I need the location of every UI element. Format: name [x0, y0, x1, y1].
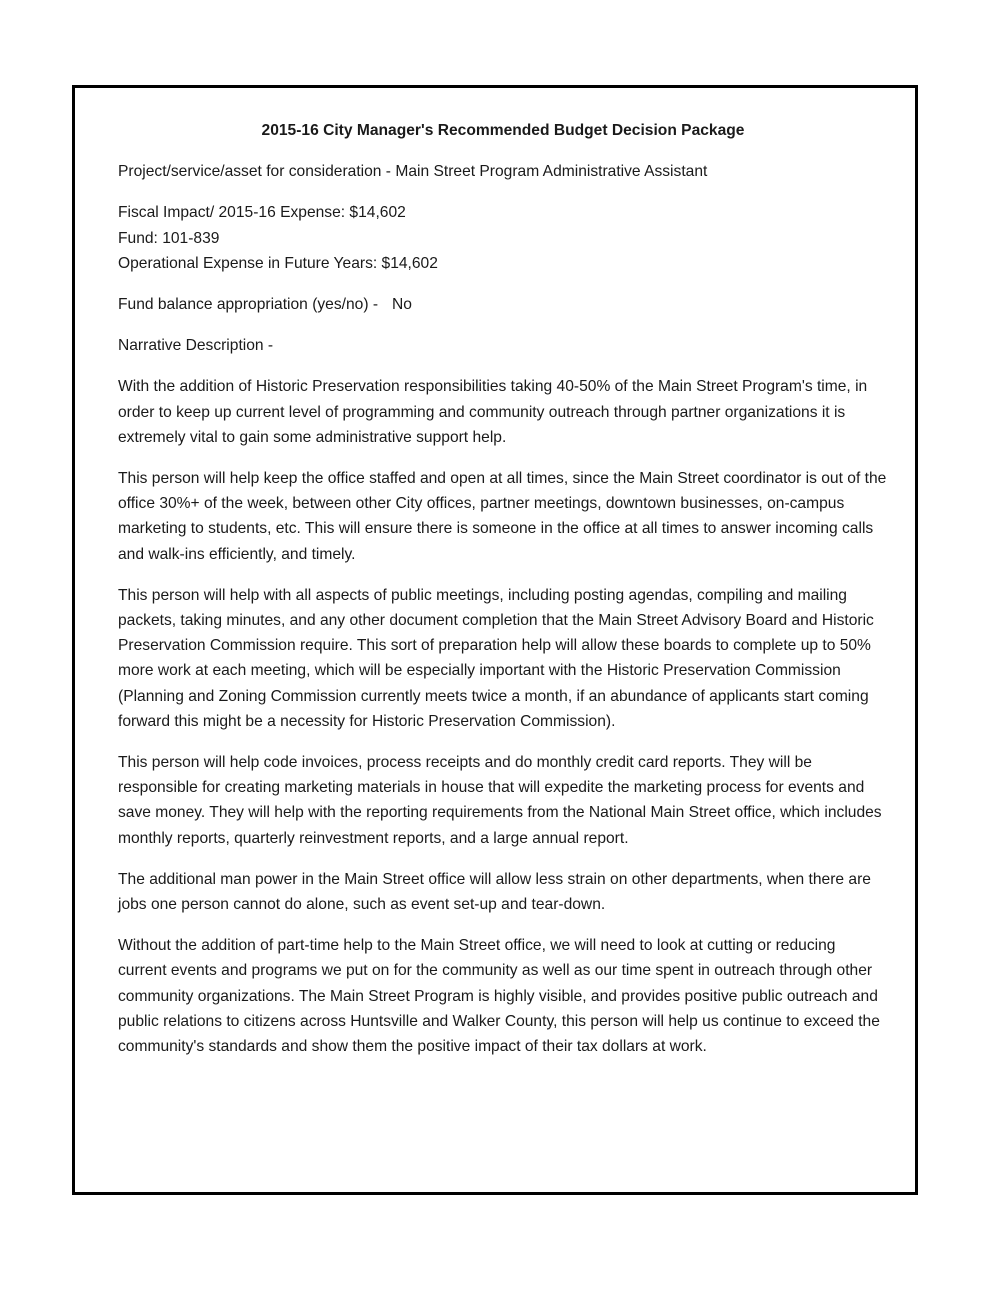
fund-balance-label: Fund balance appropriation (yes/no) -: [118, 296, 379, 314]
fund-number: Fund: 101-839: [118, 229, 220, 247]
paragraph-3: This person will help with all aspects of public meetings, including posting agendas, compiling and mailing packets, taking minutes, and any other document completion that the Main Street Advisory Board and Historic Preservation Commission require. This sort of preparation help will allow these boards to complete up to 50% more work at each meeting, which will be especially important with the Historic Preservation Commission (Planning and Zoning Commission currently meets twice a month, if an abundance of applicants start coming forward this might be a necessity for Historic Preservation Commission).: [118, 586, 874, 730]
paragraph-6: Without the addition of part-time help to the Main Street office, we will need to look at cutting or reducing current events and programs we put on for the community as well as our time spent in outreach through other community organizations. The Main Street Program is highly visible, and provides positive public outreach and public relations to citizens across Huntsville and Walker County, this person will help us continue to exceed the community's standards and show them the positive impact of their tax dollars at work.: [118, 937, 880, 1056]
paragraph-1: With the addition of Historic Preservation responsibilities taking 40-50% of the Main Street Program's time, in order to keep up current level of programming and community outreach through partner organizations it is extremely vital to gain some administrative support help.: [118, 378, 868, 446]
paragraph-2: This person will help keep the office staffed and open at all times, since the Main Street coordinator is out of the office 30%+ of the week, between other City offices, partner meetings, downtown businesses, on-campus marketing to students, etc. This will ensure there is someone in the office at all times to answer incoming calls and walk-ins efficiently, and timely.: [118, 470, 887, 563]
narrative-label: Narrative Description -: [118, 337, 274, 355]
fund-balance-line: [118, 292, 888, 317]
paragraph-4: This person will help code invoices, process receipts and do monthly credit card reports. They will be responsible for creating marketing materials in house that will expedite the marketing process for events and save money. They will help with the reporting requirements from the National Main Street office, which includes monthly reports, quarterly reinvestment reports, and a large annual report.: [118, 754, 882, 847]
fiscal-impact: Fiscal Impact/ 2015-16 Expense: $14,602: [118, 204, 406, 222]
document-body: [118, 118, 888, 1075]
fund-balance-value: No: [392, 296, 412, 314]
document-title: 2015-16 City Manager's Recommended Budget Decision Package: [261, 122, 745, 139]
fiscal-block: [118, 200, 888, 276]
operational-expense: Operational Expense in Future Years: $14,602: [118, 254, 438, 272]
project-line: Project/service/asset for consideration - Main Street Program Administrative Assistant: [118, 163, 708, 181]
paragraph-5: The additional man power in the Main Street office will allow less strain on other departments, when there are jobs one person cannot do alone, such as event set-up and tear-down.: [118, 870, 871, 914]
